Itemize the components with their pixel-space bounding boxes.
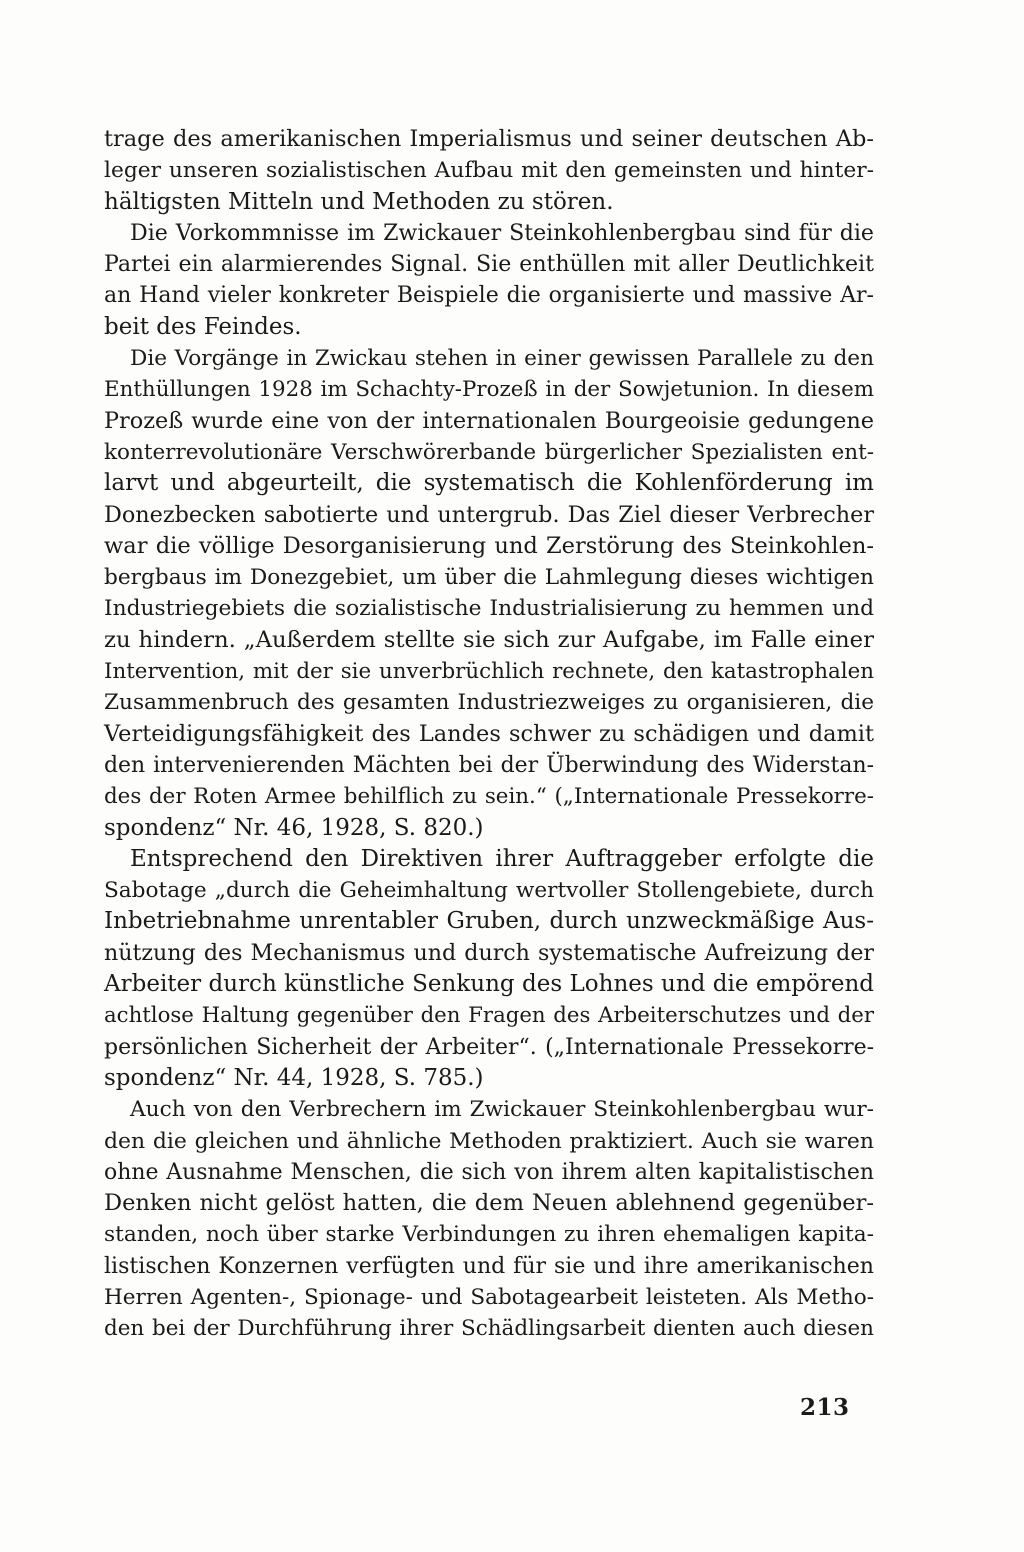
text-line: Die Vorkommnisse im Zwickauer Steinkohlenbergbau sind für die: [130, 220, 874, 246]
text-line: Intervention, mit der sie unverbrüchlich rechnete, den katastrophalen: [104, 659, 874, 685]
text-line: hältigsten Mitteln und Methoden zu stören.: [104, 188, 614, 215]
text-line: spondenz“ Nr. 46, 1928, S. 820.): [104, 814, 484, 841]
text-line: Sabotage „durch die Geheimhaltung wertvoller Stollengebiete, durch: [104, 878, 874, 904]
text-line: Die Vorgänge in Zwickau stehen in einer gewissen Parallele zu den: [130, 346, 874, 372]
text-line: Prozeß wurde eine von der internationalen Bourgeoisie gedungene: [104, 407, 874, 434]
page-number: 213: [800, 1394, 850, 1421]
text-line: Herren Agenten-, Spionage- und Sabotagearbeit leisteten. Als Metho-: [104, 1284, 874, 1310]
text-line: nützung des Mechanismus und durch systematische Aufreizung der: [104, 939, 874, 966]
text-line: ohne Ausnahme Menschen, die sich von ihrem alten kapitalistischen: [104, 1159, 874, 1185]
text-line: den intervenierenden Mächten bei der Überwindung des Widerstan-: [104, 752, 874, 778]
text-line: konterrevolutionäre Verschwörerbande bürgerlicher Spezialisten ent-: [104, 439, 874, 465]
text-line: Inbetriebnahme unrentabler Gruben, durch unzweckmäßige Aus-: [104, 908, 874, 935]
text-line: Industriegebiets die sozialistische Industrialisierung zu hemmen und: [104, 596, 874, 622]
text-line: persönlichen Sicherheit der Arbeiter“. („Internationale Pressekorre-: [104, 1034, 874, 1060]
text-line: den die gleichen und ähnliche Methoden praktiziert. Auch sie waren: [104, 1128, 874, 1154]
text-line: zu hindern. „Außerdem stellte sie sich zur Aufgabe, im Falle einer: [104, 626, 874, 653]
text-line: larvt und abgeurteilt, die systematisch die Kohlenförderung im: [104, 470, 874, 497]
text-line: Arbeiter durch künstliche Senkung des Lohnes und die empörend: [104, 971, 874, 998]
text-line: Entsprechend den Direktiven ihrer Auftraggeber erfolgte die: [130, 845, 874, 872]
text-line: standen, noch über starke Verbindungen zu ihren ehemaligen kapita-: [104, 1222, 874, 1248]
text-line: Donezbecken sabotierte und untergrub. Das Ziel dieser Verbrecher: [104, 501, 874, 528]
body-text: [104, 124, 874, 1345]
text-line: leger unseren sozialistischen Aufbau mit den gemeinsten und hinter-: [104, 158, 874, 184]
text-line: Zusammenbruch des gesamten Industriezweiges zu organisieren, die: [104, 690, 874, 716]
text-line: des der Roten Armee behilflich zu sein.“ („Internationale Pressekorre-: [104, 784, 874, 810]
text-line: Verteidigungsfähigkeit des Landes schwer zu schädigen und damit: [104, 720, 874, 747]
text-line: trage des amerikanischen Imperialismus und seiner deutschen Ab-: [104, 126, 874, 152]
text-line: war die völlige Desorganisierung und Zerstörung des Steinkohlen-: [104, 532, 874, 559]
text-line: listischen Konzernen verfügten und für sie und ihre amerikanischen: [104, 1253, 874, 1279]
text-line: Enthüllungen 1928 im Schachty-Prozeß in der Sowjetunion. In diesem: [104, 377, 874, 403]
text-line: Denken nicht gelöst hatten, die dem Neuen ablehnend gegenüber-: [104, 1190, 874, 1217]
text-line: an Hand vieler konkreter Beispiele die organisierte und massive Ar-: [104, 283, 874, 309]
text-line: spondenz“ Nr. 44, 1928, S. 785.): [104, 1064, 484, 1091]
text-line: Partei ein alarmierendes Signal. Sie enthüllen mit aller Deutlichkeit: [104, 251, 874, 278]
text-line: beit des Feindes.: [104, 313, 302, 340]
text-line: achtlose Haltung gegenüber den Fragen des Arbeiterschutzes und der: [104, 1003, 874, 1029]
text-line: bergbaus im Donezgebiet, um über die Lahmlegung dieses wichtigen: [104, 565, 874, 591]
text-line: Auch von den Verbrechern im Zwickauer Steinkohlenbergbau wur-: [130, 1097, 874, 1123]
text-line: den bei der Durchführung ihrer Schädlingsarbeit dienten auch diesen: [104, 1316, 874, 1342]
